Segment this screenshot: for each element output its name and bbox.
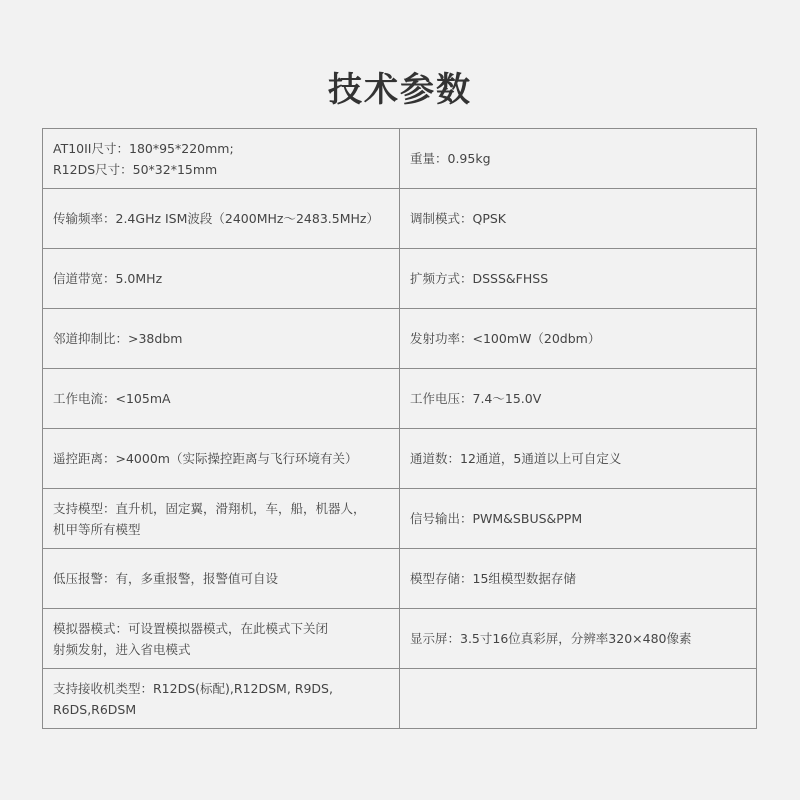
spec-text: 遥控距离：>4000m（实际操控距离与飞行环境有关） — [53, 451, 358, 466]
table-row — [43, 309, 757, 369]
spec-cell-signal-output — [400, 489, 757, 549]
spec-text: 扩频方式：DSSS&FHSS — [410, 271, 549, 286]
table-row — [43, 189, 757, 249]
spec-text: 工作电流：<105mA — [53, 391, 171, 406]
spec-cell-dimensions — [43, 129, 400, 189]
spec-cell-range — [43, 429, 400, 489]
spec-text: 支持接收机类型：R12DS(标配),R12DSM, R9DS, — [53, 680, 333, 696]
page-title: 技术参数 — [328, 70, 472, 110]
spec-cell-receiver-types — [43, 669, 400, 729]
table-row — [43, 669, 757, 729]
spec-cell-bandwidth — [43, 249, 400, 309]
spec-text: 重量：0.95kg — [410, 151, 491, 166]
spec-cell-low-voltage-alarm — [43, 549, 400, 609]
spec-cell-empty — [400, 669, 757, 729]
spec-cell-modulation — [400, 189, 757, 249]
spec-cell-display — [400, 609, 757, 669]
spec-cell-supported-models — [43, 489, 400, 549]
spec-text: 调制模式：QPSK — [410, 211, 507, 226]
table-row — [43, 429, 757, 489]
spec-cell-weight — [400, 129, 757, 189]
spec-cell-channels — [400, 429, 757, 489]
table-row — [43, 249, 757, 309]
spec-cell-model-storage — [400, 549, 757, 609]
spec-cell-voltage — [400, 369, 757, 429]
table-row — [43, 369, 757, 429]
spec-text: 显示屏：3.5寸16位真彩屏，分辨率320×480像素 — [410, 631, 692, 646]
table-row — [43, 129, 757, 189]
spec-text: 低压报警：有，多重报警，报警值可自设 — [53, 571, 279, 586]
spec-text: 信号输出：PWM&SBUS&PPM — [410, 511, 583, 526]
spec-cell-frequency — [43, 189, 400, 249]
table-row — [43, 549, 757, 609]
spec-text: 工作电压：7.4～15.0V — [410, 391, 542, 406]
spec-text: 通道数：12通道，5通道以上可自定义 — [410, 451, 622, 466]
spec-cell-spread-spectrum — [400, 249, 757, 309]
spec-text: 信道带宽：5.0MHz — [53, 271, 163, 286]
spec-text: 传输频率：2.4GHz ISM波段（2400MHz～2483.5MHz） — [53, 211, 379, 226]
table-row — [43, 609, 757, 669]
spec-cell-adjacent-channel — [43, 309, 400, 369]
spec-text: 机甲等所有模型 — [53, 521, 141, 537]
spec-text: 支持模型：直升机，固定翼，滑翔机，车，船，机器人， — [53, 500, 366, 516]
spec-text: 邻道抑制比：>38dbm — [53, 331, 183, 346]
spec-table — [42, 128, 757, 729]
spec-text: 发射功率：<100mW（20dbm） — [410, 331, 601, 346]
spec-text: 射频发射，进入省电模式 — [53, 641, 191, 657]
spec-text: R12DS尺寸：50*32*15mm — [53, 161, 218, 177]
spec-cell-transmit-power — [400, 309, 757, 369]
spec-cell-current — [43, 369, 400, 429]
spec-text: AT10II尺寸：180*95*220mm; — [53, 140, 234, 156]
spec-text: 模拟器模式：可设置模拟器模式，在此模式下关闭 — [53, 620, 329, 636]
spec-cell-simulator-mode — [43, 609, 400, 669]
table-row — [43, 489, 757, 549]
spec-text: R6DS,R6DSM — [53, 701, 137, 717]
spec-text: 模型存储：15组模型数据存储 — [410, 571, 576, 586]
